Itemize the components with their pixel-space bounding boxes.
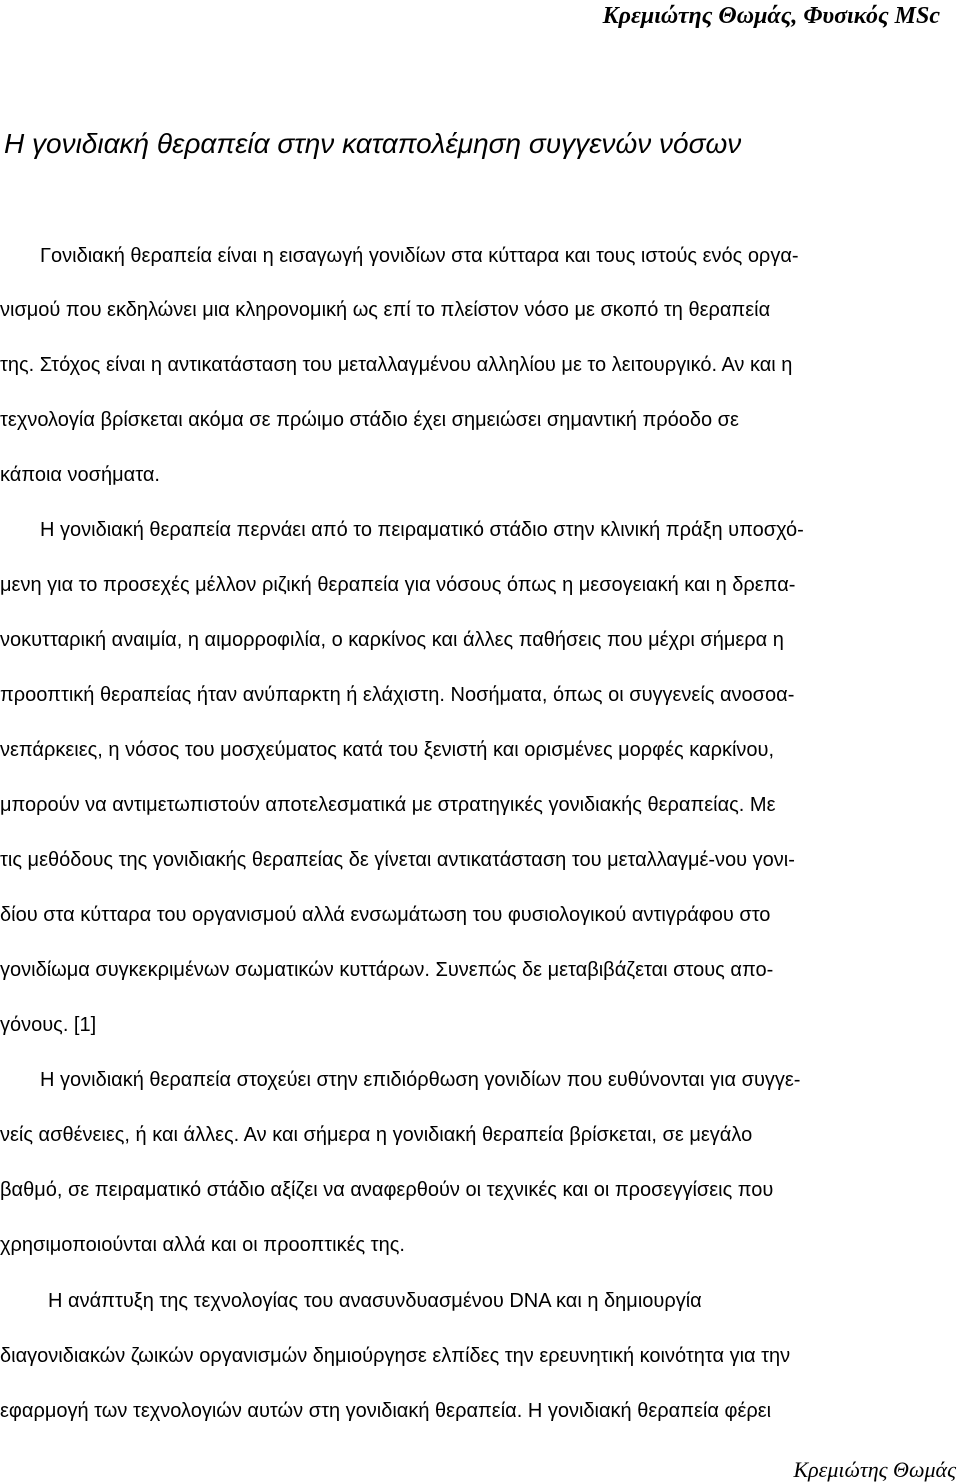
text-line: νοκυτταρική αναιμία, η αιμορροφιλία, ο καρκίνος και άλλες παθήσεις που μέχρι σήμερα η <box>0 629 784 651</box>
text-line: βαθμό, σε πειραματικό στάδιο αξίζει να αναφερθούν οι τεχνικές και οι προσεγγίσεις που <box>0 1179 774 1201</box>
text-line: Η γονιδιακή θεραπεία στοχεύει στην επιδιόρθωση γονιδίων που ευθύνονται για συγγε- <box>40 1069 801 1091</box>
text-line: της. Στόχος είναι η αντικατάσταση του μεταλλαγμένου αλληλίου με το λειτουργικό. Αν και η <box>0 354 793 376</box>
text-line: Γονιδιακή θεραπεία είναι η εισαγωγή γονιδίων στα κύτταρα και τους ιστούς ενός οργα- <box>40 245 799 267</box>
text-line: τεχνολογία βρίσκεται ακόμα σε πρώιμο στάδιο έχει σημειώσει σημαντική πρόοδο σε <box>0 409 739 431</box>
text-line: εφαρμογή των τεχνολογιών αυτών στη γονιδιακή θεραπεία. Η γονιδιακή θεραπεία φέρει <box>0 1400 772 1422</box>
text-line: μενη για το προσεχές μέλλον ριζική θεραπεία για νόσους όπως η μεσογειακή και η δρεπα- <box>0 574 796 596</box>
text-line: μπορούν να αντιμετωπιστούν αποτελεσματικά με στρατηγικές γονιδιακής θεραπείας. Με <box>0 794 776 816</box>
text-line: διαγονιδιακών ζωικών οργανισμών δημιούργησε ελπίδες την ερευνητική κοινότητα για την <box>0 1345 791 1367</box>
text-line: γόνους. [1] <box>0 1014 97 1036</box>
page-header-author: Κρεμιώτης Θωμάς, Φυσικός MSc <box>602 3 940 29</box>
document-title: Η γονιδιακή θεραπεία στην καταπολέμηση συγγενών νόσων <box>4 128 742 159</box>
text-line: νείς ασθένειες, ή και άλλες. Αν και σήμερα η γονιδιακή θεραπεία βρίσκεται, σε μεγάλο <box>0 1124 753 1146</box>
text-line: γονιδίωμα συγκεκριμένων σωματικών κυττάρων. Συνεπώς δε μεταβιβάζεται στους απο- <box>0 959 774 981</box>
text-line: Η ανάπτυξη της τεχνολογίας του ανασυνδυασμένου DNA και η δημιουργία <box>48 1290 702 1312</box>
text-line: προοπτική θεραπείας ήταν ανύπαρκτη ή ελάχιστη. Νοσήματα, όπως οι συγγενείς ανοσοα- <box>0 684 795 706</box>
text-line: τις μεθόδους της γονιδιακής θεραπείας δε γίνεται αντικατάσταση του μεταλλαγμέ-νου γονι- <box>0 849 795 871</box>
text-line: χρησιμοποιούνται αλλά και οι προοπτικές της. <box>0 1234 405 1256</box>
text-line: νισμού που εκδηλώνει μια κληρονομική ως επί το πλείστον νόσο με σκοπό τη θεραπεία <box>0 299 771 321</box>
text-line: κάποια νοσήματα. <box>0 464 160 486</box>
text-line: δίου στα κύτταρα του οργανισμού αλλά ενσωμάτωση του φυσιολογικού αντιγράφου στο <box>0 904 771 926</box>
text-line: νεπάρκειες, η νόσος του μοσχεύματος κατά του ξενιστή και ορισμένες μορφές καρκίνου, <box>0 739 775 761</box>
text-line: Η γονιδιακή θεραπεία περνάει από το πειραματικό στάδιο στην κλινική πράξη υποσχό- <box>40 519 804 541</box>
page-footer-author: Κρεμιώτης Θωμάς <box>793 1457 956 1482</box>
